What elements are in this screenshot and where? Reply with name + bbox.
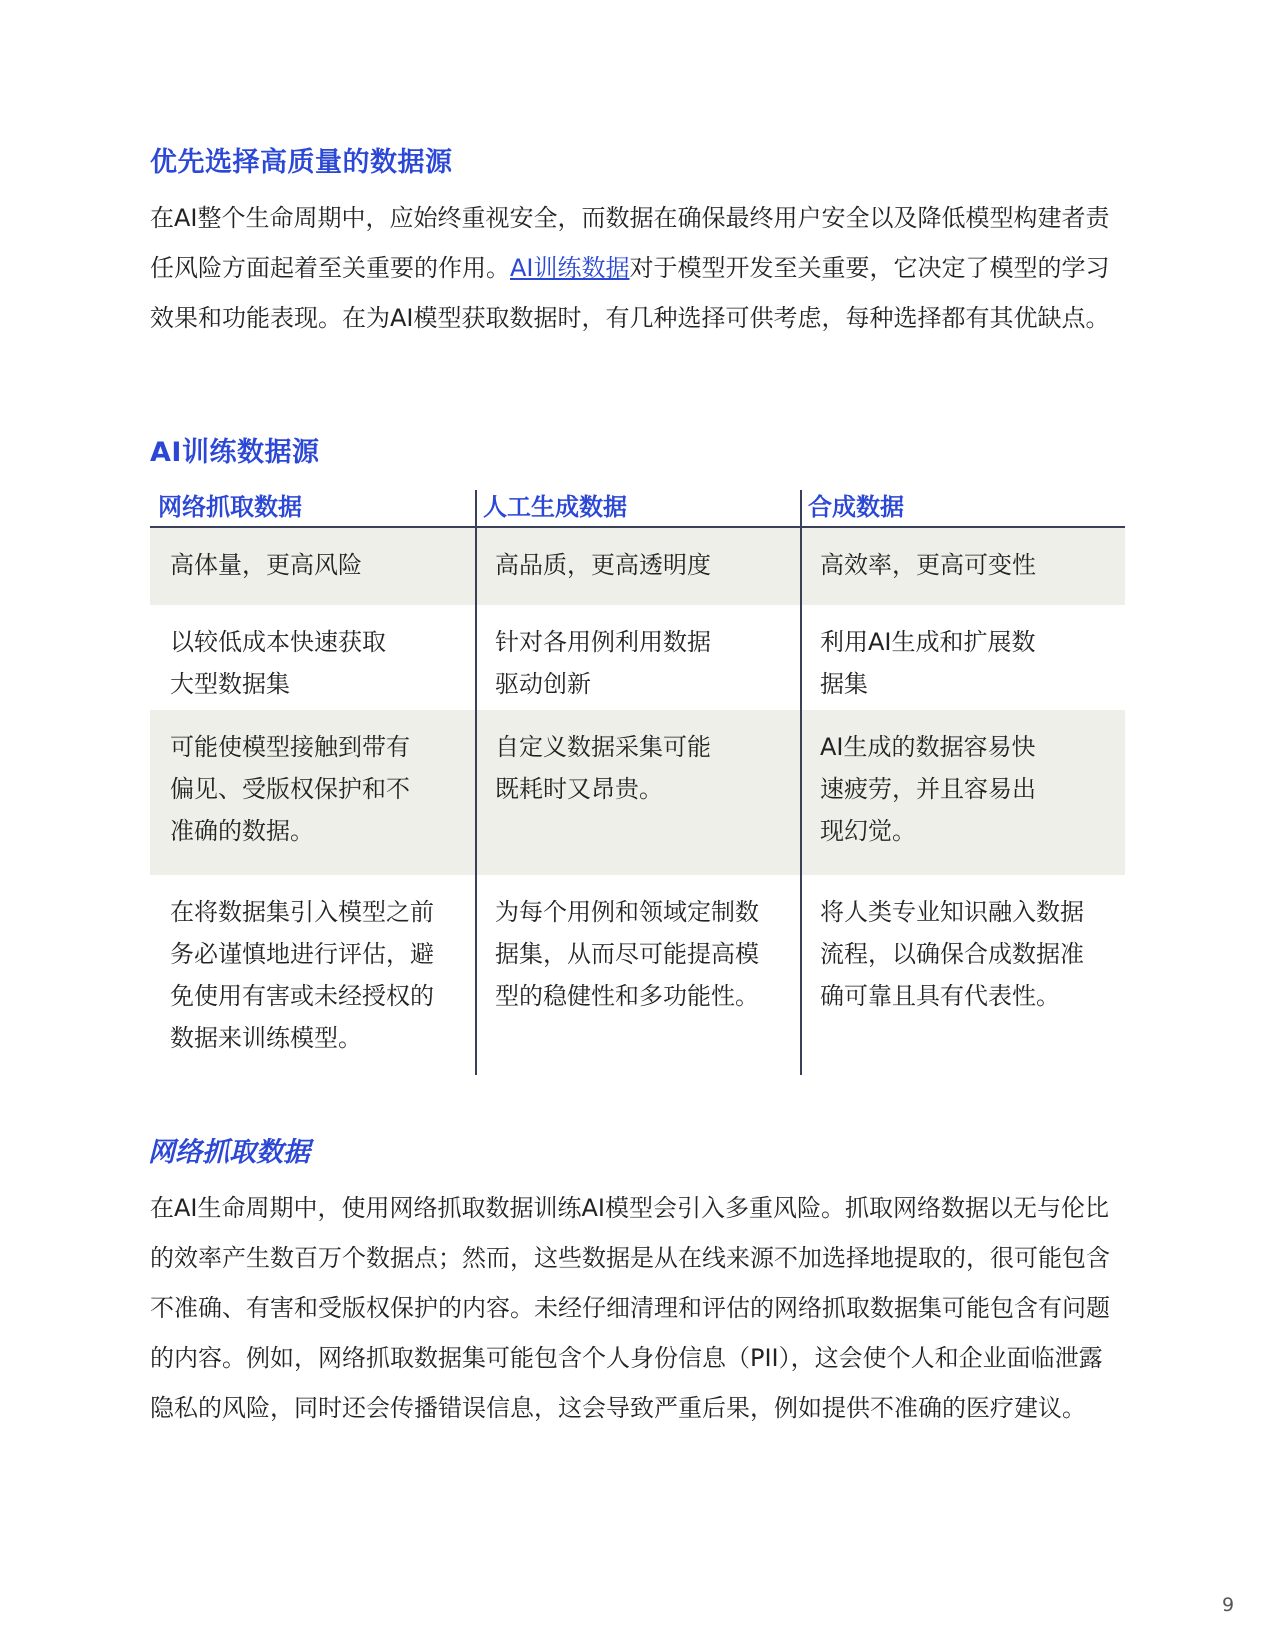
column-header-synthetic: 合成数据 bbox=[808, 493, 904, 521]
table-cell: 自定义数据采集可能 既耗时又昂贵。 bbox=[495, 733, 711, 803]
table-cell: 高体量，更高风险 bbox=[170, 551, 362, 579]
table-cell: 将人类专业知识融入数据 流程，以确保合成数据准 确可靠且具有代表性。 bbox=[820, 898, 1084, 1010]
table-cell: 为每个用例和领域定制数 据集，从而尽可能提高模 型的稳健性和多功能性。 bbox=[495, 898, 759, 1010]
column-header-web-scraped: 网络抓取数据 bbox=[158, 493, 302, 521]
table-cell: 高效率，更高可变性 bbox=[820, 551, 1036, 579]
data-sources-table bbox=[150, 490, 1125, 1075]
section-heading-data-quality: 优先选择高质量的数据源 bbox=[150, 147, 453, 178]
intro-paragraph bbox=[150, 193, 1110, 343]
table-cell: 可能使模型接触到带有 偏见、受版权保护和不 准确的数据。 bbox=[170, 733, 410, 845]
table-cell: 针对各用例利用数据 驱动创新 bbox=[495, 628, 711, 698]
table-cell: 在将数据集引入模型之前 务必谨慎地进行评估，避 免使用有害或未经授权的 数据来训练模型。 bbox=[170, 898, 434, 1052]
section-heading-data-sources: AI训练数据源 bbox=[150, 437, 320, 468]
intro-text-after-link: 对于模型开发至关重要，它决定了模型的学习效果和功能表现。在为AI模型获取数据时，有几种选择可供考虑，每种选择都有其优缺点。 bbox=[150, 254, 1110, 332]
column-divider bbox=[800, 490, 802, 1075]
page-number: 9 bbox=[1222, 1594, 1235, 1616]
table-cell: 利用AI生成和扩展数 据集 bbox=[820, 628, 1036, 698]
web-scraped-paragraph: 在AI生命周期中，使用网络抓取数据训练AI模型会引入多重风险。抓取网络数据以无与伦比的效率产生数百万个数据点；然而，这些数据是从在线来源不加选择地提取的，很可能包含不准确、有害和受版权保护的内容。未经仔细清理和评估的网络抓取数据集可能包含有问题的内容。例如，网络抓取数据集可能包含个人身份信息（PII），这会使个人和企业面临泄露隐私的风险，同时还会传播错误信息，这会导致严重后果，例如提供不准确的医疗建议。 bbox=[150, 1194, 1110, 1422]
ai-training-data-link[interactable]: AI训练数据 bbox=[510, 254, 630, 282]
table-cell: 高品质，更高透明度 bbox=[495, 551, 711, 579]
table-row bbox=[150, 710, 1125, 875]
column-divider bbox=[475, 490, 477, 1075]
table-cell: 以较低成本快速获取 大型数据集 bbox=[170, 628, 386, 698]
table-row bbox=[150, 527, 1125, 605]
table-cell: AI生成的数据容易快 速疲劳，并且容易出 现幻觉。 bbox=[820, 733, 1036, 845]
table-row bbox=[150, 605, 1125, 710]
header-divider bbox=[150, 526, 1125, 528]
section-heading-web-scraped: 网络抓取数据 bbox=[148, 1137, 310, 1168]
column-header-human-generated: 人工生成数据 bbox=[483, 493, 627, 521]
table-row bbox=[150, 875, 1125, 1075]
intro-text-before-link: 在AI整个生命周期中，应始终重视安全，而数据在确保最终用户安全以及降低模型构建者责任风险方面起着至关重要的作用。 bbox=[150, 204, 1110, 282]
